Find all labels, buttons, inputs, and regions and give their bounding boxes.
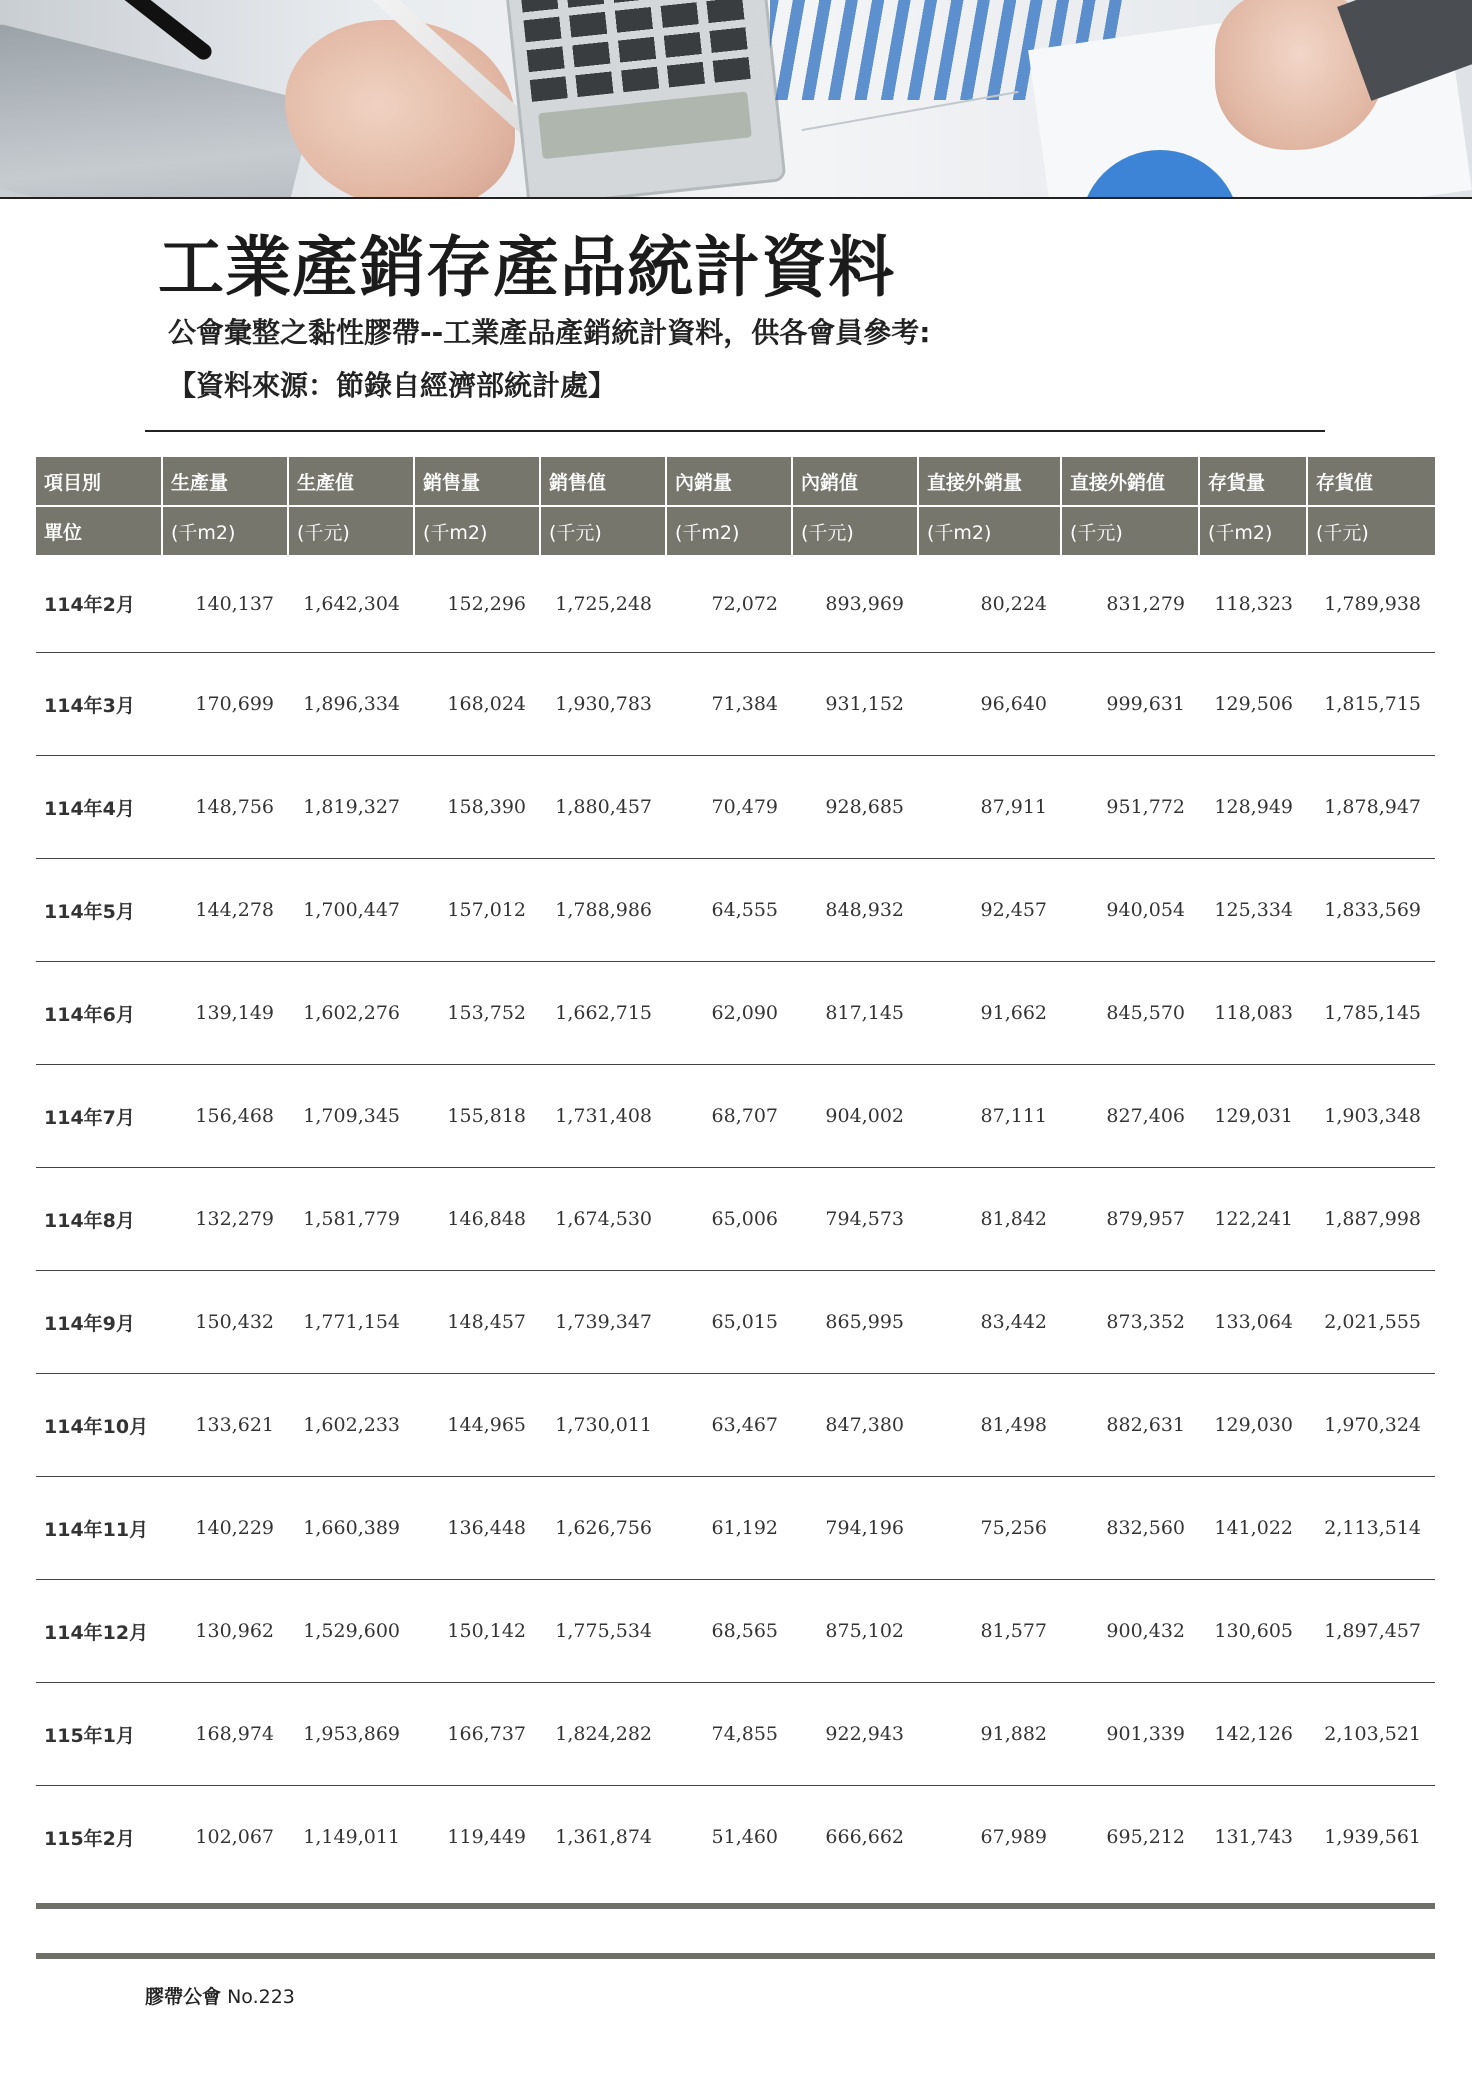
table-cell: 901,339 [1061,1683,1199,1786]
table-cell: 68,565 [666,1580,792,1683]
table-cell: 1,581,779 [288,1168,414,1271]
title-divider [145,430,1325,432]
table-cell: 900,432 [1061,1580,1199,1683]
table-cell: 144,965 [414,1374,540,1477]
footer-brand: 膠帶公會 [145,1986,222,2008]
table-cell: 827,406 [1061,1065,1199,1168]
column-header: 銷售量 [414,457,540,506]
page-title: 工業產銷存產品統計資料 [158,229,895,306]
row-month-cell: 114年3月 [36,653,162,756]
table-cell: 67,989 [980,1826,1047,1848]
table-cell: 817,145 [792,962,918,1065]
table-cell: 931,152 [792,653,918,756]
table-cell: 1,880,457 [540,756,666,859]
table-cell: 146,848 [414,1168,540,1271]
row-month-cell: 114年5月 [36,859,162,962]
column-header: 內銷量 [666,457,792,506]
row-month-cell: 114年9月 [36,1271,162,1374]
statistics-table [36,457,1435,1888]
unit-header: (千m2) [1199,506,1307,555]
table-cell: 81,577 [918,1580,1061,1683]
unit-header: (千m2) [666,506,792,555]
table-cell: 845,570 [1061,962,1199,1065]
table-cell: 130,605 [1199,1580,1307,1683]
data-source-note: 【資料來源：節錄自經濟部統計處】 [168,369,617,402]
table-cell: 144,278 [162,859,288,962]
table-cell: 140,137 [162,555,288,653]
table-row [36,1168,1435,1271]
table-cell: 1,674,530 [540,1168,666,1271]
table-cell: 141,022 [1199,1477,1307,1580]
table-body [36,555,1435,1888]
table-cell: 155,818 [414,1065,540,1168]
table-cell: 129,506 [1199,653,1307,756]
table-cell: 91,662 [918,962,1061,1065]
column-header: 生產量 [162,457,288,506]
table-cell: 157,012 [414,859,540,962]
row-month-cell: 115年2月 [44,1827,135,1850]
table-cell: 71,384 [666,653,792,756]
table-cell: 168,974 [162,1683,288,1786]
table-cell: 158,390 [414,756,540,859]
table-cell: 133,064 [1199,1271,1307,1374]
table-cell: 132,279 [162,1168,288,1271]
table-cell: 928,685 [792,756,918,859]
table-cell: 75,256 [918,1477,1061,1580]
table-cell: 139,149 [162,962,288,1065]
table-cell: 1,970,324 [1307,1374,1435,1477]
table-cell: 148,457 [414,1271,540,1374]
column-header: 生產值 [288,457,414,506]
table-row [36,653,1435,756]
table-cell: 865,995 [792,1271,918,1374]
table-cell: 922,943 [792,1683,918,1786]
unit-header: (千元) [288,506,414,555]
table-cell: 1,602,276 [288,962,414,1065]
calculator-graphic [503,0,786,199]
table-row [36,555,1435,653]
table-cell: 848,932 [792,859,918,962]
row-month-cell: 114年8月 [36,1168,162,1271]
table-cell: 136,448 [414,1477,540,1580]
table-cell: 153,752 [414,962,540,1065]
row-month-cell: 115年1月 [36,1683,162,1786]
table-cell: 1,833,569 [1307,859,1435,962]
page-footer [145,1982,295,2009]
unit-header: (千m2) [918,506,1061,555]
table-cell: 170,699 [162,653,288,756]
table-cell: 794,573 [792,1168,918,1271]
table-cell: 96,640 [918,653,1061,756]
column-header: 內銷值 [792,457,918,506]
table-cell: 1,709,345 [288,1065,414,1168]
table-cell: 940,054 [1061,859,1199,962]
row-month-cell: 114年11月 [36,1477,162,1580]
table-row [36,962,1435,1065]
table-cell: 62,090 [666,962,792,1065]
table-cell: 1,602,233 [288,1374,414,1477]
table-cell: 879,957 [1061,1168,1199,1271]
row-month-cell: 114年6月 [36,962,162,1065]
table-cell: 1,887,998 [1307,1168,1435,1271]
table-cell: 150,142 [414,1580,540,1683]
footer-rule [36,1953,1435,1959]
table-cell: 695,212 [1106,1826,1185,1848]
table-cell: 140,229 [162,1477,288,1580]
table-cell: 1,725,248 [540,555,666,653]
page-subtitle: 公會彙整之黏性膠帶--工業產品產銷統計資料，供各會員參考: [168,316,931,349]
table-cell: 1,626,756 [540,1477,666,1580]
table-cell: 68,707 [666,1065,792,1168]
table-cell: 129,030 [1199,1374,1307,1477]
table-cell: 1,815,715 [1307,653,1435,756]
table-cell: 130,962 [162,1580,288,1683]
table-row [36,1477,1435,1580]
table-cell: 125,334 [1199,859,1307,962]
table-cell: 1,642,304 [288,555,414,653]
column-header: 銷售值 [540,457,666,506]
footer-issue: No.223 [227,1986,295,2008]
column-header: 項目別 [36,457,162,506]
laptop-graphic [0,22,314,199]
table-cell: 1,775,534 [540,1580,666,1683]
table-cell: 904,002 [792,1065,918,1168]
table-cell: 81,498 [918,1374,1061,1477]
table-cell: 131,743 [1214,1826,1293,1848]
calculator-screen-graphic [538,91,752,159]
table-row [36,1786,1435,1889]
unit-header: 單位 [36,506,162,555]
row-month-cell: 114年2月 [36,555,162,653]
table-cell: 51,460 [711,1826,778,1848]
table-cell: 80,224 [918,555,1061,653]
table-cell: 65,006 [666,1168,792,1271]
table-cell: 873,352 [1061,1271,1199,1374]
table-cell: 118,083 [1199,962,1307,1065]
table-cell: 1,662,715 [540,962,666,1065]
table-cell: 118,323 [1199,555,1307,653]
table-cell: 847,380 [792,1374,918,1477]
table-cell: 999,631 [1061,653,1199,756]
table-cell: 1,789,938 [1307,555,1435,653]
row-month-cell: 114年4月 [36,756,162,859]
table-cell: 81,842 [918,1168,1061,1271]
table-cell: 2,103,521 [1307,1683,1435,1786]
left-hand-graphic [285,20,515,199]
table-cell: 1,361,874 [555,1826,652,1848]
table-cell: 1,149,011 [303,1826,400,1848]
column-header: 直接外銷量 [918,457,1061,506]
table-cell: 1,700,447 [288,859,414,962]
table-cell: 148,756 [162,756,288,859]
table-cell: 87,911 [918,756,1061,859]
table-cell: 1,824,282 [540,1683,666,1786]
table-units-row [36,506,1435,555]
header-photo [0,0,1472,199]
table-cell: 166,737 [414,1683,540,1786]
calculator-keys-graphic [519,0,760,102]
table-cell: 133,621 [162,1374,288,1477]
table-cell: 63,467 [666,1374,792,1477]
table-cell: 666,662 [825,1826,904,1848]
unit-header: (千元) [540,506,666,555]
table-cell: 72,072 [666,555,792,653]
table-cell: 1,739,347 [540,1271,666,1374]
table-cell: 1,953,869 [288,1683,414,1786]
table-row [36,1580,1435,1683]
table-cell: 83,442 [918,1271,1061,1374]
table-cell: 74,855 [666,1683,792,1786]
unit-header: (千元) [1061,506,1199,555]
table-cell: 1,939,561 [1324,1826,1421,1848]
table-cell: 832,560 [1061,1477,1199,1580]
table-cell: 65,015 [666,1271,792,1374]
table-cell: 1,896,334 [288,653,414,756]
table-cell: 119,449 [447,1826,526,1848]
table-cell: 882,631 [1061,1374,1199,1477]
table-cell: 150,432 [162,1271,288,1374]
table-cell: 1,878,947 [1307,756,1435,859]
table-cell: 2,113,514 [1307,1477,1435,1580]
table-cell: 2,021,555 [1307,1271,1435,1374]
table-row [36,859,1435,962]
column-header: 直接外銷值 [1061,457,1199,506]
table-cell: 168,024 [414,653,540,756]
table-row [36,1271,1435,1374]
table-cell: 951,772 [1061,756,1199,859]
unit-header: (千m2) [414,506,540,555]
table-cell: 142,126 [1199,1683,1307,1786]
table-cell: 70,479 [666,756,792,859]
row-month-cell: 114年12月 [36,1580,162,1683]
unit-header: (千元) [1307,506,1435,555]
column-header: 存貨值 [1307,457,1435,506]
unit-header: (千m2) [162,506,288,555]
table-row [36,1065,1435,1168]
table-cell: 129,031 [1199,1065,1307,1168]
unit-header: (千元) [792,506,918,555]
table-row [36,756,1435,859]
table-cell: 1,788,986 [540,859,666,962]
table-cell: 1,785,145 [1307,962,1435,1065]
table-row [36,1683,1435,1786]
table-cell: 91,882 [918,1683,1061,1786]
table-cell: 1,819,327 [288,756,414,859]
table-header-row [36,457,1435,506]
table-cell: 87,111 [918,1065,1061,1168]
table-cell: 64,555 [666,859,792,962]
table-cell: 61,192 [666,1477,792,1580]
table-cell: 893,969 [792,555,918,653]
table-cell: 875,102 [792,1580,918,1683]
row-month-cell: 114年10月 [36,1374,162,1477]
table-cell: 1,730,011 [540,1374,666,1477]
table-cell: 1,529,600 [288,1580,414,1683]
table-bottom-rule [36,1903,1435,1909]
table-row [36,1374,1435,1477]
table-cell: 831,279 [1061,555,1199,653]
table-cell: 1,897,457 [1307,1580,1435,1683]
table-cell: 1,660,389 [288,1477,414,1580]
table-cell: 1,771,154 [288,1271,414,1374]
table-cell: 1,731,408 [540,1065,666,1168]
table-cell: 1,930,783 [540,653,666,756]
row-month-cell: 114年7月 [36,1065,162,1168]
table-cell: 128,949 [1199,756,1307,859]
table-cell: 122,241 [1199,1168,1307,1271]
table-cell: 152,296 [414,555,540,653]
table-cell: 92,457 [918,859,1061,962]
table-cell: 156,468 [162,1065,288,1168]
table-cell: 102,067 [195,1826,274,1848]
column-header: 存貨量 [1199,457,1307,506]
table-cell: 794,196 [792,1477,918,1580]
table-cell: 1,903,348 [1307,1065,1435,1168]
